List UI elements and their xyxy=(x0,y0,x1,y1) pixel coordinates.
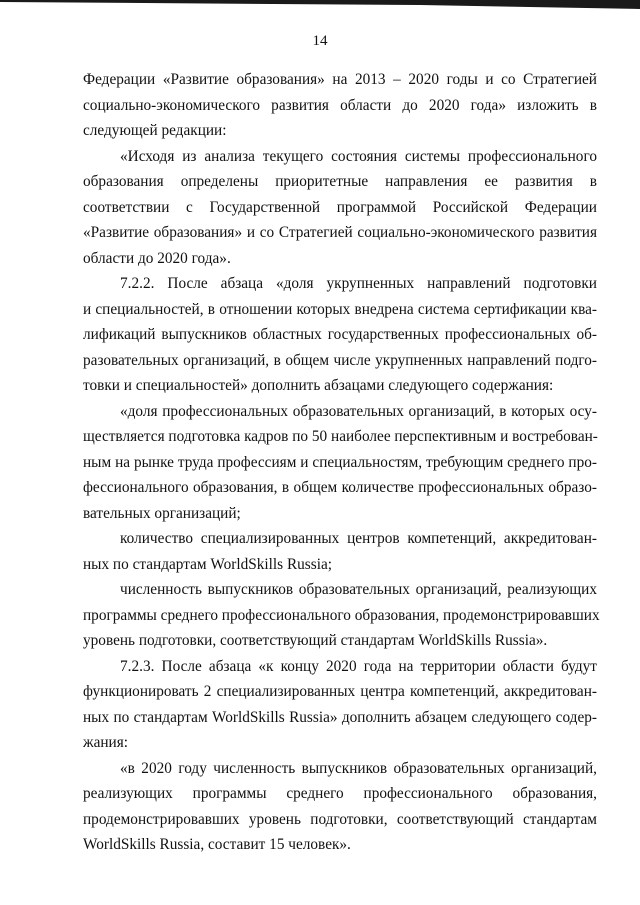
text-line: 7.2.2. После абзаца «доля укрупненных направлений подготовки xyxy=(120,275,597,292)
paragraph xyxy=(83,271,597,399)
text-line: численность выпускников образовательных организаций, реализующих xyxy=(120,581,597,598)
text-line: «Развитие образования» и со Стратегией социально-экономического развития xyxy=(83,224,597,241)
text-line: следующей редакции: xyxy=(83,122,227,139)
paragraph xyxy=(83,144,597,272)
text-line: продемонстрировавших уровень подготовки, соответствующий стандартам xyxy=(83,810,597,828)
paragraph xyxy=(83,756,597,858)
text-line: лификаций выпускников областных государственных профессиональных об- xyxy=(83,326,597,343)
text-line: Федерации «Развитие образования» на 2013 – 2020 годы и со Стратегией xyxy=(83,71,597,88)
text-line: разовательных организаций, в общем числе укрупненных направлений подго- xyxy=(83,351,597,369)
text-line: количество специализированных центров компетенций, аккредитован- xyxy=(120,530,597,547)
text-line: WorldSkills Russia, составит 15 человек». xyxy=(83,836,351,853)
text-line: реализующих программы среднего профессионального образования, xyxy=(83,785,597,802)
text-line: вательных организаций; xyxy=(83,504,241,522)
text-line: «доля профессиональных образовательных организаций, в которых осу- xyxy=(120,402,597,420)
text-line: ным на рынке труда профессиям и специальностям, требующим среднего про- xyxy=(83,453,597,471)
text-line: социально-экономического развития области до 2020 года» изложить в xyxy=(83,96,597,114)
text-line: образования определены приоритетные направления ее развития в xyxy=(83,173,597,190)
paragraph xyxy=(83,67,597,144)
text-line: 7.2.3. После абзаца «к концу 2020 года на территории области будут xyxy=(120,657,597,675)
text-line: товки и специальностей» дополнить абзацами следующего содержания: xyxy=(83,377,554,394)
text-line: соответствии с Государственной программой Российской Федерации xyxy=(83,198,597,216)
document-body xyxy=(83,67,600,858)
text-line: и специальностей, в отношении которых внедрена система сертификации ква- xyxy=(83,300,597,318)
text-line: программы среднего профессионального образования, продемонстрировавших xyxy=(83,606,600,624)
text-line: функционировать 2 специализированных центра компетенций, аккредитован- xyxy=(83,683,597,700)
page-number: 14 xyxy=(312,33,328,49)
paragraph xyxy=(83,577,600,654)
paragraph xyxy=(83,526,597,577)
scan-edge-rule xyxy=(0,0,640,12)
text-line: жания: xyxy=(83,734,129,751)
text-line: ных по стандартам WorldSkills Russia; xyxy=(83,555,332,573)
text-line: «в 2020 году численность выпускников образовательных организаций, xyxy=(120,759,597,777)
text-line: области до 2020 года». xyxy=(83,249,231,267)
paragraph xyxy=(83,399,597,527)
text-line: ных по стандартам WorldSkills Russia» дополнить абзацем следующего содер- xyxy=(83,708,597,726)
paragraph xyxy=(83,654,597,756)
text-line: ществляется подготовка кадров по 50 наиболее перспективным и востребован- xyxy=(83,428,598,445)
text-line: уровень подготовки, соответствующий стандартам WorldSkills Russia». xyxy=(83,632,548,649)
text-line: фессионального образования, в общем количестве профессиональных образо- xyxy=(83,479,597,496)
text-line: «Исходя из анализа текущего состояния системы профессионального xyxy=(120,147,597,165)
